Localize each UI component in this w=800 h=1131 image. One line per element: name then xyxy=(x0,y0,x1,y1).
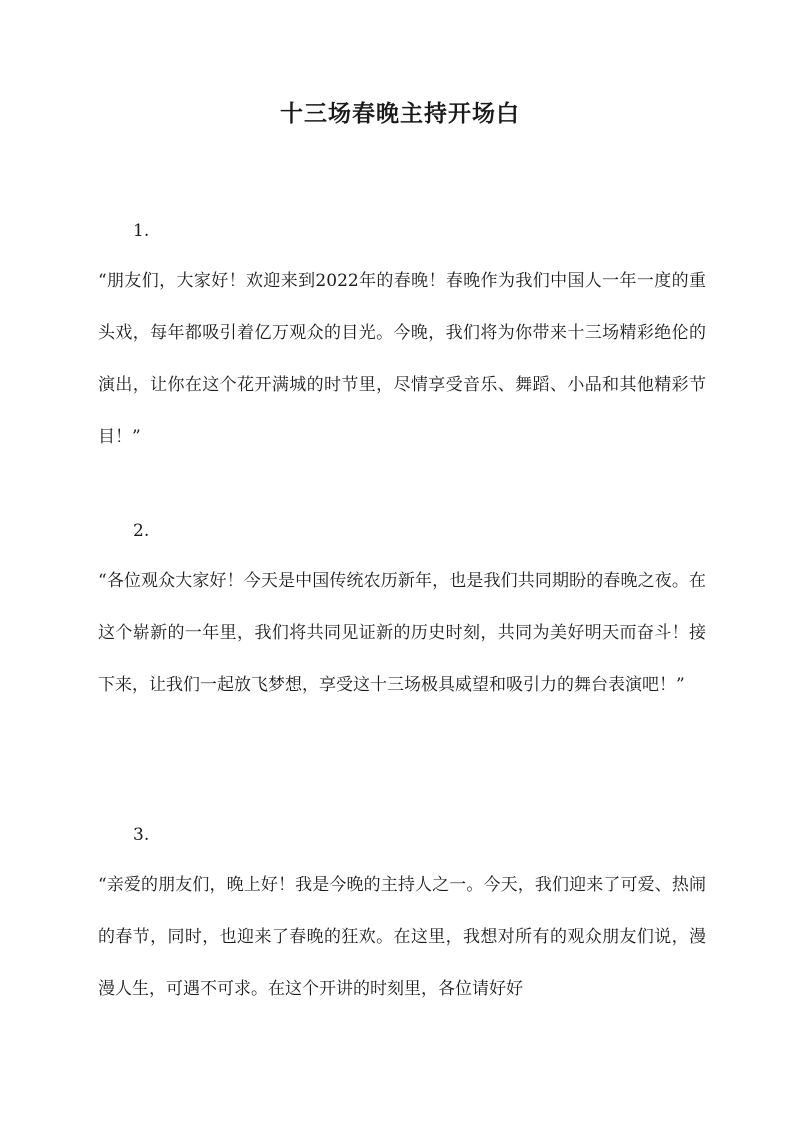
section-number-3: 3. xyxy=(133,825,150,845)
section-number-2: 2. xyxy=(133,521,150,541)
section-paragraph-1: “朋友们，大家好！欢迎来到2022年的春晚！春晚作为我们中国人一年一度的重头戏，每年都吸引着亿万观众的目光。今晚，我们将为你带来十三场精彩绝伦的演出，让你在这个花开满城的时节里，尽情享受音乐、舞蹈、小品和其他精彩节目！” xyxy=(98,271,706,447)
section-paragraph-3: “亲爱的朋友们，晚上好！我是今晚的主持人之一。今天，我们迎来了可爱、热闹的春节，同时，也迎来了春晚的狂欢。在这里，我想对所有的观众朋友们说，漫漫人生，可遇不可求。在这个开讲的时刻里，各位请好好 xyxy=(98,875,706,999)
section-paragraph-2: “各位观众大家好！今天是中国传统农历新年，也是我们共同期盼的春晚之夜。在这个崭新的一年里，我们将共同见证新的历史时刻，共同为美好明天而奋斗！接下来，让我们一起放飞梦想，享受这十三场极具威望和吸引力的舞台表演吧！” xyxy=(98,571,706,695)
document-title: 十三场春晚主持开场白 xyxy=(280,100,520,127)
section-number-1: 1. xyxy=(133,221,150,241)
